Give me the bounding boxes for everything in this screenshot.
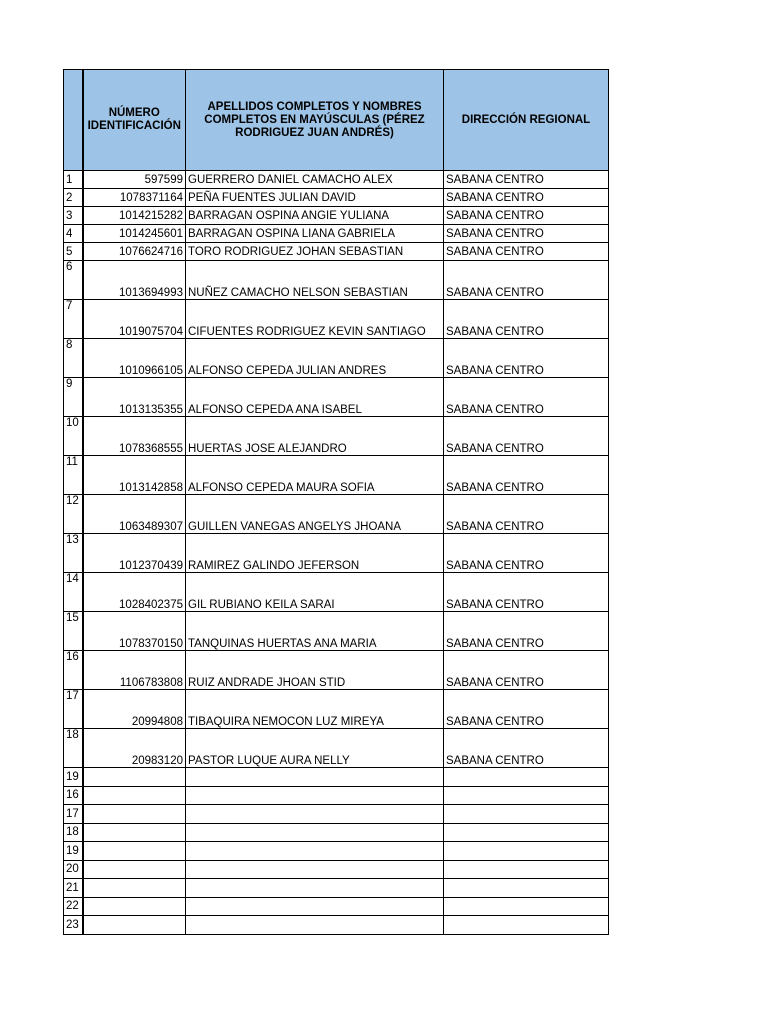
full-name-cell[interactable]: ALFONSO CEPEDA ANA ISABEL <box>186 378 444 417</box>
table-row <box>64 207 609 225</box>
regional-direction-cell[interactable]: SABANA CENTRO <box>444 573 609 612</box>
spreadsheet-table <box>63 69 609 935</box>
empty-table-row <box>64 823 609 842</box>
row-index-cell[interactable]: 18 <box>64 729 83 768</box>
empty-table-row <box>64 879 609 898</box>
id-number-cell[interactable]: 1019075704 <box>83 300 186 339</box>
full-name-cell[interactable]: TORO RODRIGUEZ JOHAN SEBASTIAN <box>186 243 444 261</box>
full-name-cell[interactable]: TANQUINAS HUERTAS ANA MARIA <box>186 612 444 651</box>
table-row <box>64 651 609 690</box>
regional-direction-cell[interactable] <box>444 842 609 861</box>
id-number-cell[interactable] <box>83 879 186 898</box>
id-number-cell[interactable]: 1063489307 <box>83 495 186 534</box>
table-row <box>64 243 609 261</box>
full-name-cell[interactable] <box>186 768 444 787</box>
id-number-cell[interactable]: 1028402375 <box>83 573 186 612</box>
empty-table-row <box>64 860 609 879</box>
full-name-cell[interactable]: TIBAQUIRA NEMOCON LUZ MIREYA <box>186 690 444 729</box>
regional-direction-cell[interactable] <box>444 860 609 879</box>
table-header <box>64 70 609 171</box>
full-name-cell[interactable]: PEÑA FUENTES JULIAN DAVID <box>186 189 444 207</box>
id-number-cell[interactable]: 1076624716 <box>83 243 186 261</box>
row-index-cell[interactable]: 9 <box>64 378 83 417</box>
id-number-cell[interactable] <box>83 916 186 935</box>
row-index-cell[interactable]: 12 <box>64 495 83 534</box>
id-number-cell[interactable]: 20994808 <box>83 690 186 729</box>
id-number-cell[interactable]: 1013694993 <box>83 261 186 300</box>
row-index-cell[interactable]: 1 <box>64 171 83 189</box>
full-name-cell[interactable]: GUILLEN VANEGAS ANGELYS JHOANA <box>186 495 444 534</box>
table-row <box>64 456 609 495</box>
empty-table-row <box>64 805 609 824</box>
id-number-cell[interactable]: 1078371164 <box>83 189 186 207</box>
full-name-cell[interactable]: BARRAGAN OSPINA ANGIE YULIANA <box>186 207 444 225</box>
empty-table-row <box>64 842 609 861</box>
full-name-cell[interactable]: RUIZ ANDRADE JHOAN STID <box>186 651 444 690</box>
regional-direction-cell[interactable]: SABANA CENTRO <box>444 456 609 495</box>
row-index-cell[interactable]: 10 <box>64 417 83 456</box>
regional-direction-cell[interactable]: SABANA CENTRO <box>444 300 609 339</box>
id-number-cell[interactable]: 1013142858 <box>83 456 186 495</box>
regional-direction-cell[interactable]: SABANA CENTRO <box>444 729 609 768</box>
full-name-cell[interactable]: PASTOR LUQUE AURA NELLY <box>186 729 444 768</box>
row-index-cell[interactable]: 20 <box>64 860 83 879</box>
id-number-cell[interactable] <box>83 768 186 787</box>
row-index-cell[interactable]: 4 <box>64 225 83 243</box>
table-row <box>64 261 609 300</box>
row-index-cell[interactable]: 18 <box>64 823 83 842</box>
id-number-cell[interactable]: 1106783808 <box>83 651 186 690</box>
table-row <box>64 729 609 768</box>
table-row <box>64 612 609 651</box>
full-name-cell[interactable] <box>186 786 444 805</box>
row-index-cell[interactable]: 13 <box>64 534 83 573</box>
regional-direction-cell[interactable]: SABANA CENTRO <box>444 612 609 651</box>
full-name-cell[interactable]: GUERRERO DANIEL CAMACHO ALEX <box>186 171 444 189</box>
full-name-cell[interactable]: ALFONSO CEPEDA JULIAN ANDRES <box>186 339 444 378</box>
full-name-cell[interactable] <box>186 897 444 916</box>
regional-direction-cell[interactable] <box>444 823 609 842</box>
regional-direction-cell[interactable] <box>444 786 609 805</box>
table-row <box>64 417 609 456</box>
regional-direction-cell[interactable]: SABANA CENTRO <box>444 534 609 573</box>
table-row <box>64 378 609 417</box>
full-name-cell[interactable] <box>186 823 444 842</box>
row-index-cell[interactable]: 2 <box>64 189 83 207</box>
regional-direction-cell[interactable] <box>444 768 609 787</box>
row-index-cell[interactable]: 19 <box>64 842 83 861</box>
table-row <box>64 189 609 207</box>
row-index-cell[interactable]: 16 <box>64 651 83 690</box>
regional-direction-cell[interactable]: SABANA CENTRO <box>444 207 609 225</box>
regional-direction-cell[interactable]: SABANA CENTRO <box>444 171 609 189</box>
full-name-cell[interactable] <box>186 879 444 898</box>
full-name-cell[interactable] <box>186 842 444 861</box>
full-name-cell[interactable]: RAMIREZ GALINDO JEFERSON <box>186 534 444 573</box>
full-name-cell[interactable]: ALFONSO CEPEDA MAURA SOFIA <box>186 456 444 495</box>
row-index-cell[interactable]: 22 <box>64 897 83 916</box>
full-name-cell[interactable]: NUÑEZ CAMACHO NELSON SEBASTIAN <box>186 261 444 300</box>
empty-table-row <box>64 916 609 935</box>
empty-table-row <box>64 786 609 805</box>
empty-table-row <box>64 897 609 916</box>
row-index-cell[interactable]: 3 <box>64 207 83 225</box>
regional-direction-cell[interactable]: SABANA CENTRO <box>444 417 609 456</box>
regional-direction-cell[interactable] <box>444 916 609 935</box>
header-index[interactable] <box>64 70 83 171</box>
row-index-cell[interactable]: 11 <box>64 456 83 495</box>
header-row <box>64 70 609 171</box>
id-number-cell[interactable]: 1012370439 <box>83 534 186 573</box>
table-row <box>64 495 609 534</box>
row-index-cell[interactable]: 17 <box>64 805 83 824</box>
id-number-cell[interactable] <box>83 842 186 861</box>
id-number-cell[interactable]: 1013135355 <box>83 378 186 417</box>
id-number-cell[interactable]: 597599 <box>83 171 186 189</box>
id-number-cell[interactable]: 1078368555 <box>83 417 186 456</box>
id-number-cell[interactable] <box>83 805 186 824</box>
id-number-cell[interactable]: 1014245601 <box>83 225 186 243</box>
regional-direction-cell[interactable]: SABANA CENTRO <box>444 690 609 729</box>
row-index-cell[interactable]: 7 <box>64 300 83 339</box>
row-index-cell[interactable]: 16 <box>64 786 83 805</box>
regional-direction-cell[interactable]: SABANA CENTRO <box>444 225 609 243</box>
table-row <box>64 300 609 339</box>
row-index-cell[interactable]: 19 <box>64 768 83 787</box>
table-row <box>64 573 609 612</box>
row-index-cell[interactable]: 8 <box>64 339 83 378</box>
id-number-cell[interactable]: 1010966105 <box>83 339 186 378</box>
regional-direction-cell[interactable] <box>444 897 609 916</box>
header-direction[interactable]: DIRECCIÓN REGIONAL <box>444 70 609 171</box>
header-names[interactable]: APELLIDOS COMPLETOS Y NOMBRES COMPLETOS EN MAYÚSCULAS (PÉREZ RODRIGUEZ JUAN ANDRÉS) <box>186 70 444 171</box>
row-index-cell[interactable]: 21 <box>64 879 83 898</box>
id-number-cell[interactable] <box>83 860 186 879</box>
full-name-cell[interactable] <box>186 805 444 824</box>
regional-direction-cell[interactable] <box>444 879 609 898</box>
full-name-cell[interactable]: CIFUENTES RODRIGUEZ KEVIN SANTIAGO <box>186 300 444 339</box>
regional-direction-cell[interactable]: SABANA CENTRO <box>444 339 609 378</box>
header-number[interactable]: NÚMERO IDENTIFICACIÓN <box>83 70 186 171</box>
table-row <box>64 171 609 189</box>
table-row <box>64 690 609 729</box>
full-name-cell[interactable] <box>186 916 444 935</box>
regional-direction-cell[interactable]: SABANA CENTRO <box>444 189 609 207</box>
row-index-cell[interactable]: 17 <box>64 690 83 729</box>
id-number-cell[interactable]: 1078370150 <box>83 612 186 651</box>
full-name-cell[interactable] <box>186 860 444 879</box>
regional-direction-cell[interactable]: SABANA CENTRO <box>444 378 609 417</box>
full-name-cell[interactable]: GIL RUBIANO KEILA SARAI <box>186 573 444 612</box>
id-number-cell[interactable] <box>83 897 186 916</box>
row-index-cell[interactable]: 15 <box>64 612 83 651</box>
regional-direction-cell[interactable] <box>444 805 609 824</box>
regional-direction-cell[interactable]: SABANA CENTRO <box>444 651 609 690</box>
row-index-cell[interactable]: 6 <box>64 261 83 300</box>
id-number-cell[interactable] <box>83 786 186 805</box>
row-index-cell[interactable]: 23 <box>64 916 83 935</box>
row-index-cell[interactable]: 5 <box>64 243 83 261</box>
id-number-cell[interactable] <box>83 823 186 842</box>
table-row <box>64 225 609 243</box>
id-number-cell[interactable]: 20983120 <box>83 729 186 768</box>
regional-direction-cell[interactable]: SABANA CENTRO <box>444 495 609 534</box>
table-body <box>64 171 609 935</box>
empty-table-row <box>64 768 609 787</box>
full-name-cell[interactable]: BARRAGAN OSPINA LIANA GABRIELA <box>186 225 444 243</box>
table-row <box>64 534 609 573</box>
id-number-cell[interactable]: 1014215282 <box>83 207 186 225</box>
regional-direction-cell[interactable]: SABANA CENTRO <box>444 243 609 261</box>
regional-direction-cell[interactable]: SABANA CENTRO <box>444 261 609 300</box>
table-row <box>64 339 609 378</box>
row-index-cell[interactable]: 14 <box>64 573 83 612</box>
full-name-cell[interactable]: HUERTAS JOSE ALEJANDRO <box>186 417 444 456</box>
